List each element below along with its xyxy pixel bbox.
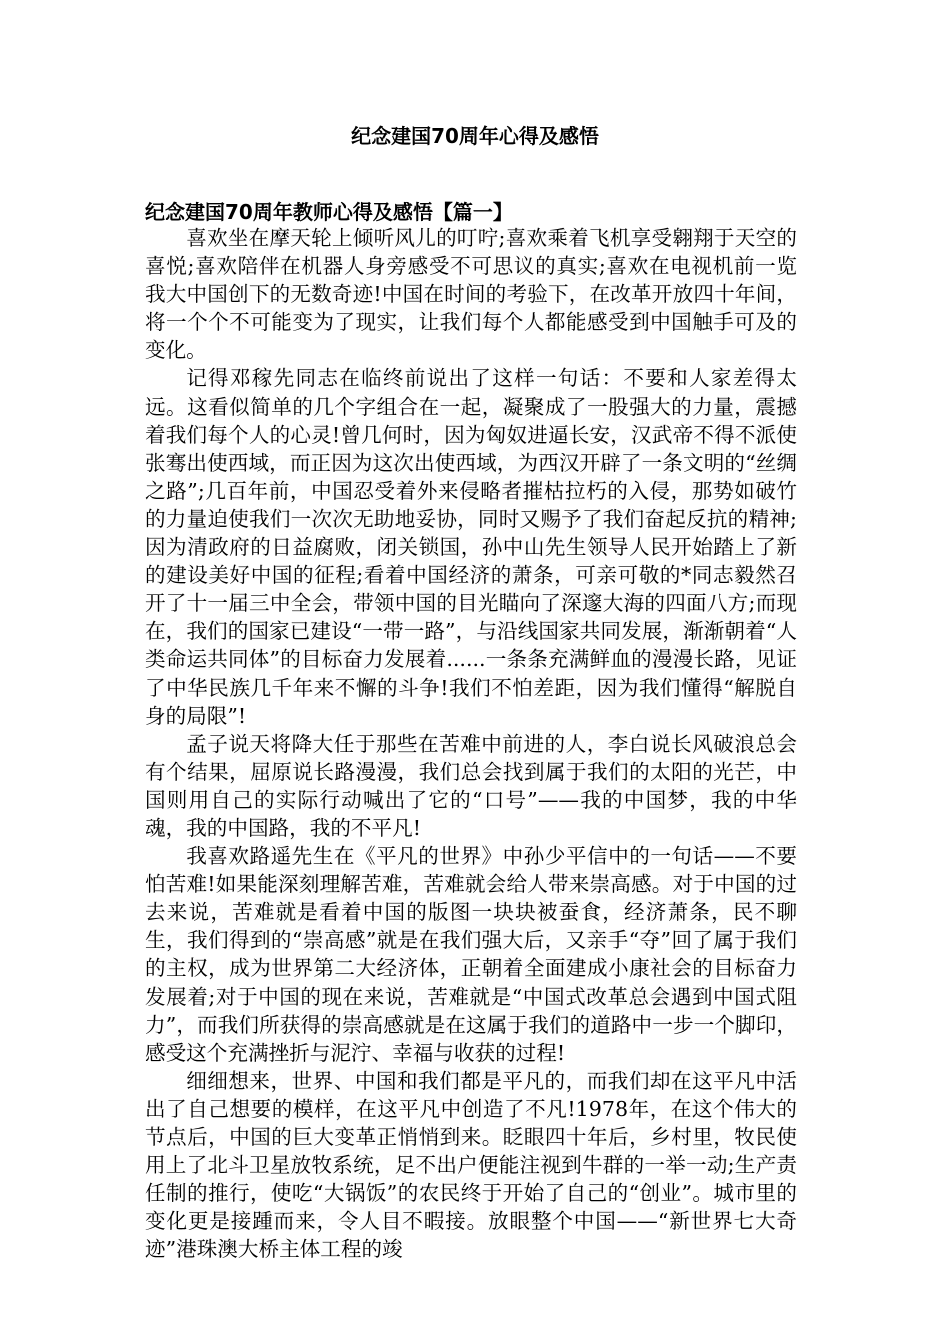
paragraph-5: 细细想来，世界、中国和我们都是平凡的，而我们却在这平凡中活出了自己想要的模样，在这平凡中创造了不凡!1978年，在这个伟大的节点后，中国的巨大变革正悄悄到来。眨眼四十年后，乡村里，牧民使用上了北斗卫星放牧系统，足不出户便能注视到牛群的一举一动;生产责任制的推行，使吃“大锅饭”的农民终于开始了自己的“创业”。城市里的变化更是接踵而来，令人目不暇接。放眼整个中国——“新世界七大奇迹”港珠澳大桥主体工程的竣 xyxy=(145,1068,797,1262)
paragraph-4: 我喜欢路遥先生在《平凡的世界》中孙少平信中的一句话——不要怕苦难!如果能深刻理解苦难，苦难就会给人带来崇高感。对于中国的过去来说，苦难就是看着中国的版图一块块被蚕食，经济萧条，民不聊生，我们得到的“崇高感”就是在我们强大后，又亲手“夺”回了属于我们的主权，成为世界第二大经济体，正朝着全面建成小康社会的目标奋力发展着;对于中国的现在来说，苦难就是“中国式改革总会遇到中国式阻力”，而我们所获得的崇高感就是在这属于我们的道路中一步一个脚印，感受这个充满挫折与泥泞、幸福与收获的过程! xyxy=(145,844,797,1065)
paragraph-3: 孟子说天将降大任于那些在苦难中前进的人，李白说长风破浪总会有个结果，屈原说长路漫漫，我们总会找到属于我们的太阳的光芒，中国则用自己的实际行动喊出了它的“口号”——我的中国梦，我的中华魂，我的中国路，我的不平凡! xyxy=(145,731,797,840)
section-heading: 纪念建国70周年教师心得及感悟【篇一】 xyxy=(145,200,513,224)
paragraph-1: 喜欢坐在摩天轮上倾听风儿的叮咛;喜欢乘着飞机享受翱翔于天空的喜悦;喜欢陪伴在机器人身旁感受不可思议的真实;喜欢在电视机前一览我大中国创下的无数奇迹!中国在时间的考验下，在改革开放四十年间，将一个个不可能变为了现实，让我们每个人都能感受到中国触手可及的变化。 xyxy=(145,226,797,363)
document-title: 纪念建国70周年心得及感悟 xyxy=(351,124,599,148)
paragraph-2: 记得邓稼先同志在临终前说出了这样一句话：不要和人家差得太远。这看似简单的几个字组合在一起，凝聚成了一股强大的力量，震撼着我们每个人的心灵!曾几何时，因为匈奴进逼长安，汉武帝不得不派使张骞出使西域，而正因为这次出使西域，为西汉开辟了一条文明的“丝绸之路”;几百年前，中国忍受着外来侵略者摧枯拉朽的入侵，那势如破竹的力量迫使我们一次次无助地妥协，同时又赐予了我们奋起反抗的精神;因为清政府的日益腐败，闭关锁国，孙中山先生领导人民开始踏上了新的建设美好中国的征程;看着中国经济的萧条，可亲可敬的*同志毅然召开了十一届三中全会，带领中国的目光瞄向了深邃大海的四面八方;而现在，我们的国家已建设“一带一路”，与沿线国家共同发展，渐渐朝着“人类命运共同体”的目标奋力发展着......一条条充满鲜血的漫漫长路，见证了中华民族几千年来不懈的斗争!我们不怕差距，因为我们懂得“解脱自身的局限”! xyxy=(145,366,797,728)
document-body xyxy=(145,196,797,1263)
